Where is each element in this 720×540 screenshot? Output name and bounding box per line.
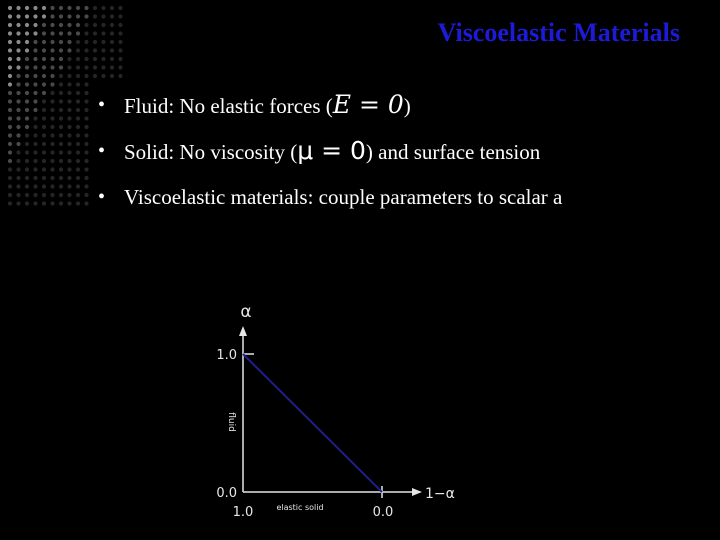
math-expression: E = 0 [332,90,404,119]
bullet-text: Fluid: No elastic forces ( [124,94,333,118]
bullet-dot: • [98,140,106,162]
y-tick-label-bottom: 0.0 [216,486,237,501]
bullet-dot: • [98,186,106,208]
x-tick-label-left: 1.0 [232,505,254,520]
fluid-label: fluid [226,412,236,432]
elastic-solid-label: elastic solid [276,503,324,512]
bullet-text-suffix: ) and surface tension [365,140,541,164]
x-tick-label-right: 0.0 [372,505,394,520]
bullet-text-suffix: ) [403,94,411,118]
math-expression: μ = 0 [297,136,366,165]
x-axis-label: 1−α [425,486,455,502]
bullet-text: Solid: No viscosity ( [124,140,298,164]
y-axis-label: α [240,302,252,322]
bullet-dot: • [98,94,106,116]
series-line [243,354,382,492]
y-tick-label-top: 1.0 [216,348,237,363]
bullet-text: Viscoelastic materials: couple parameters to scalar a [124,185,563,209]
slide-title: Viscoelastic Materials [437,18,680,47]
